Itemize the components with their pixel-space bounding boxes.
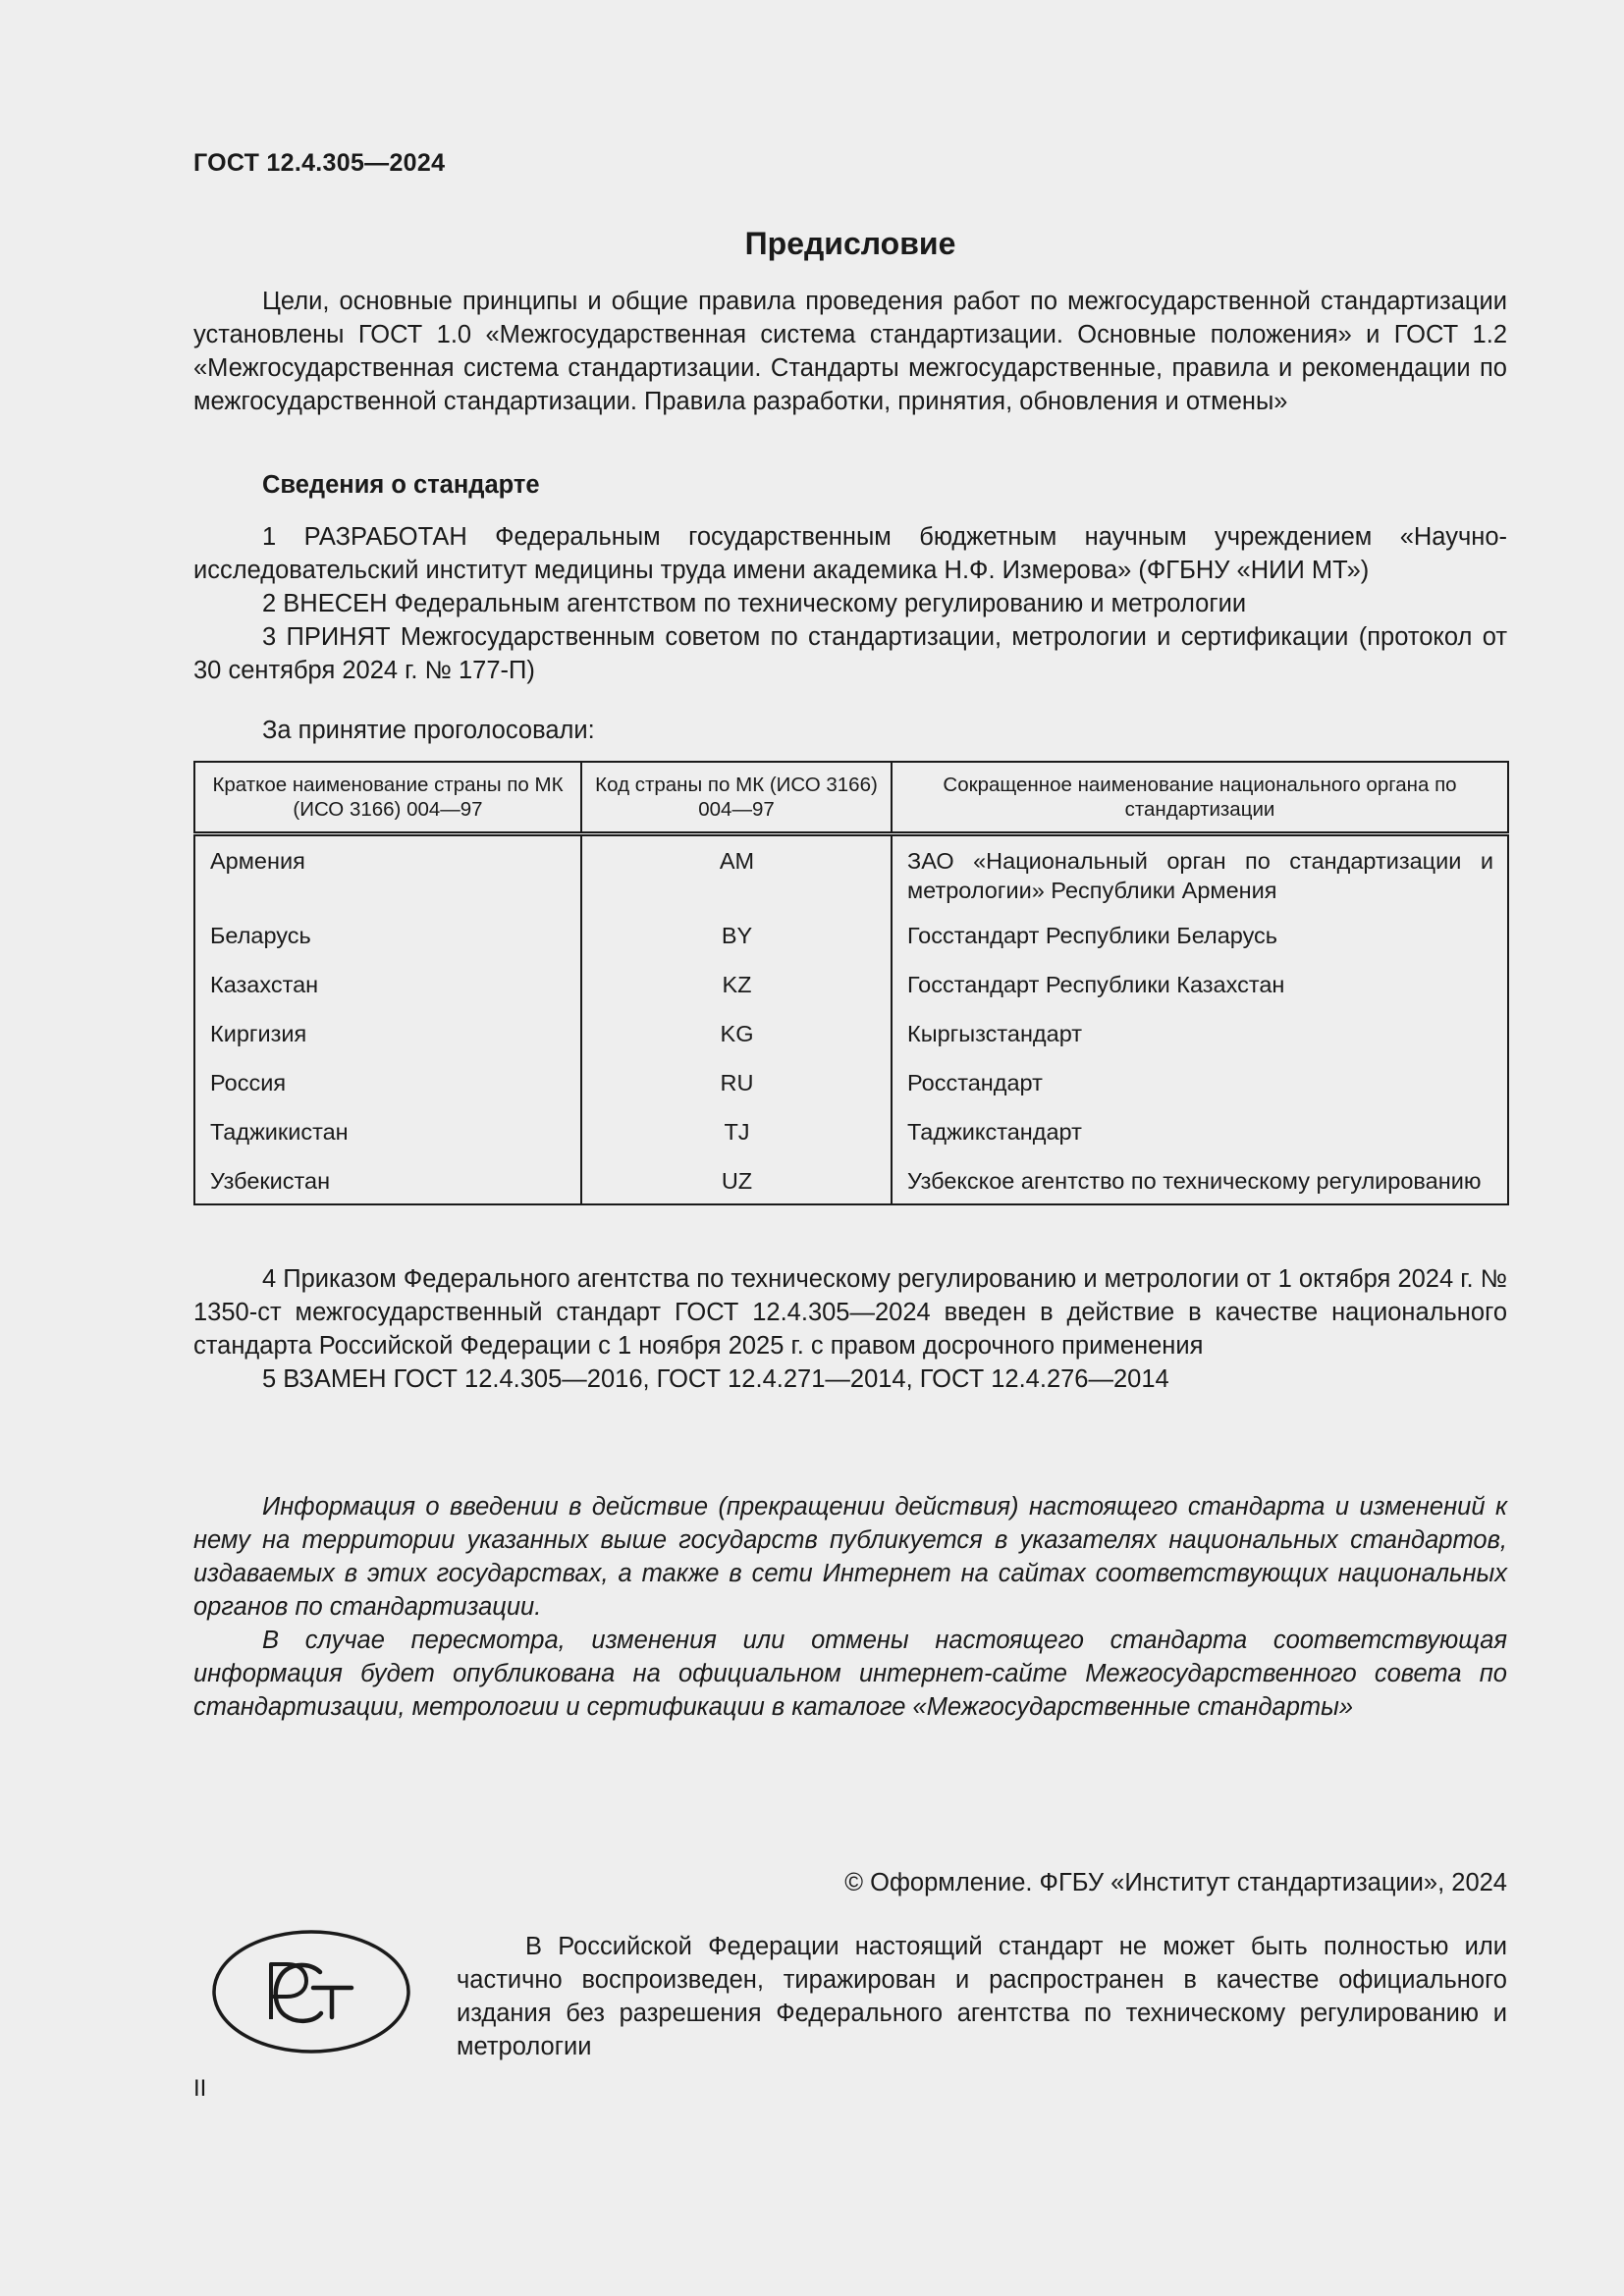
foreword-paragraph: Цели, основные принципы и общие правила проведения работ по межгосударственной стандартизации установлены ГОСТ 1.0 «Межгосударственная система стандартизации. Основные положения» и ГОСТ 1.2 «Межгосударственная система стандартизации. Стандарты межгосударственные, правила и рекомендации по межгосударственной стандартизации. Правила разработки, принятия, обновления и отмены» (193, 288, 1507, 415)
foreword-section (193, 285, 1507, 418)
revision-note: В случае пересмотра, изменения или отмены настоящего стандарта соответствующая информация будет опубликована на официальном интернет-сайте Межгосударственного совета по стандартизации, метрологии и сертификации в каталоге «Межгосударственные стандарты» (193, 1627, 1507, 1721)
table-row (194, 966, 1508, 1015)
country-cell: Казахстан (194, 966, 581, 1015)
body-cell: Узбекское агентство по техническому регулированию (892, 1162, 1508, 1204)
reproduction-notice-text: В Российской Федерации настоящий стандарт не может быть полностью или частично воспроизведен, тиражирован и распространен в качестве официального издания без разрешения Федерального агентства по техническому регулированию и метрологии (457, 1933, 1507, 2060)
body-cell: Кыргызстандарт (892, 1015, 1508, 1064)
standard-info-heading: Сведения о стандарте (262, 471, 540, 499)
table-row (194, 1162, 1508, 1204)
replaces-item: 5 ВЗАМЕН ГОСТ 12.4.305—2016, ГОСТ 12.4.271—2014, ГОСТ 12.4.276—2014 (262, 1365, 1169, 1393)
table-row (194, 834, 1508, 918)
body-cell: Госстандарт Республики Казахстан (892, 966, 1508, 1015)
table-row (194, 1015, 1508, 1064)
enactment-order-item: 4 Приказом Федерального агентства по техническому регулированию и метрологии от 1 октября 2024 г. № 1350-ст межгосударственный стандарт ГОСТ 12.4.305—2024 введен в действие в качестве национального стандарта Российской Федерации с 1 ноября 2025 г. с правом досрочного применения (193, 1265, 1507, 1360)
country-cell: Узбекистан (194, 1162, 581, 1204)
table-row (194, 917, 1508, 966)
table-row (194, 1113, 1508, 1162)
code-cell: RU (581, 1064, 892, 1113)
publication-notes (193, 1490, 1507, 1724)
column-header-code: Код страны по МК (ИСО 3166) 004—97 (581, 762, 892, 834)
code-cell: UZ (581, 1162, 892, 1204)
body-cell: Госстандарт Республики Беларусь (892, 917, 1508, 966)
country-cell: Таджикистан (194, 1113, 581, 1162)
standard-info-list (193, 520, 1507, 687)
info-item-submitted: 2 ВНЕСЕН Федеральным агентством по техническому регулированию и метрологии (262, 590, 1247, 617)
code-cell: KG (581, 1015, 892, 1064)
country-cell: Армения (194, 834, 581, 918)
votes-table (193, 761, 1509, 1205)
column-header-country: Краткое наименование страны по МК (ИСО 3166) 004—97 (194, 762, 581, 834)
body-cell: ЗАО «Национальный орган по стандартизации и метрологии» Республики Армения (892, 834, 1508, 918)
column-header-body: Сокращенное наименование национального органа по стандартизации (892, 762, 1508, 834)
votes-intro: За принятие проголосовали: (262, 717, 595, 744)
code-cell: BY (581, 917, 892, 966)
body-cell: Таджикстандарт (892, 1113, 1508, 1162)
table-header-row (194, 762, 1508, 834)
reproduction-notice (457, 1930, 1507, 2063)
publication-note: Информация о введении в действие (прекращении действия) настоящего стандарта и изменений к нему на территории указанных выше государств публикуется в указателях национальных стандартов, издаваемых в этих государствах, а также в сети Интернет на сайтах соответствующих национальных органов по стандартизации. (193, 1493, 1507, 1621)
page-number: II (193, 2075, 207, 2102)
country-cell: Киргизия (194, 1015, 581, 1064)
code-cell: TJ (581, 1113, 892, 1162)
code-cell: KZ (581, 966, 892, 1015)
document-code: ГОСТ 12.4.305—2024 (193, 149, 446, 177)
info-item-adopted: 3 ПРИНЯТ Межгосударственным советом по стандартизации, метрологии и сертификации (протокол от 30 сентября 2024 г. № 177-П) (193, 623, 1507, 684)
rst-certification-mark-icon (210, 1927, 412, 2056)
body-cell: Росстандарт (892, 1064, 1508, 1113)
info-item-developed: 1 РАЗРАБОТАН Федеральным государственным бюджетным научным учреждением «Научно-исследовательский институт медицины труда имени академика Н.Ф. Измерова» (ФГБНУ «НИИ МТ») (193, 523, 1507, 584)
enactment-section (193, 1262, 1507, 1396)
page-title: Предисловие (744, 226, 956, 261)
country-cell: Беларусь (194, 917, 581, 966)
table-row (194, 1064, 1508, 1113)
copyright-line: © Оформление. ФГБУ «Институт стандартизации», 2024 (844, 1869, 1507, 1896)
country-cell: Россия (194, 1064, 581, 1113)
code-cell: AM (581, 834, 892, 918)
